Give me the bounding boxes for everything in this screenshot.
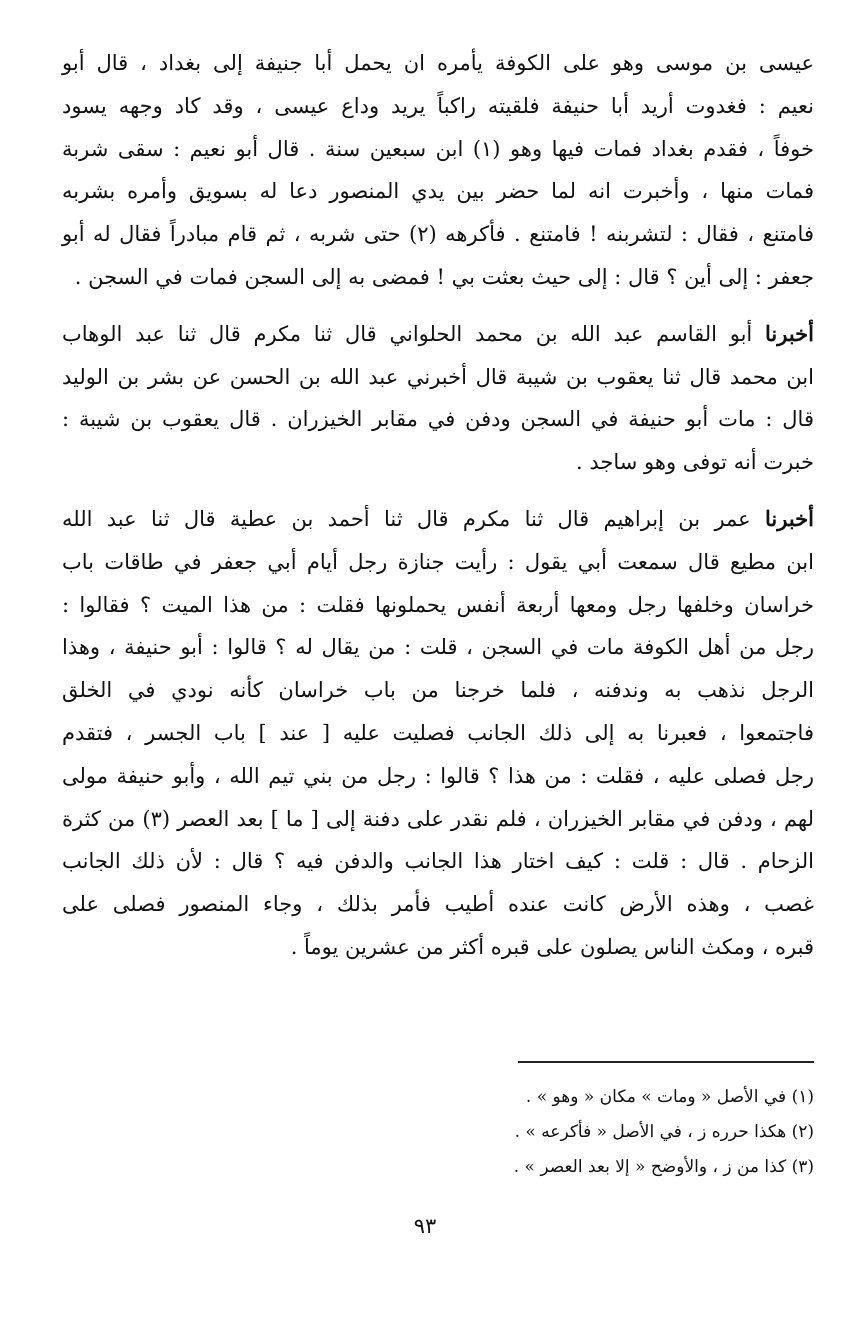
text-line: رجل من أهل الكوفة مات في السجن ، قلت : من يقال له ؟ قالوا : أبو حنيفة ، وهذا — [62, 635, 814, 660]
text-line: رجل فصلى عليه ، فقلت : من هذا ؟ قالوا : رجل من بني تيم الله ، وأبو حنيفة مولى — [62, 763, 814, 788]
footnote: (٣) كذا من ز ، والأوضح « إلا بعد العصر » . — [513, 1157, 814, 1177]
text-line: خبرت أنه توفى وهو ساجد . — [576, 450, 814, 475]
text-line: فامتنع ، فقال : لتشربنه ! فامتنع . فأكرهه (٢) حتى شربه ، ثم قام مبادراً فقال له أبو — [62, 222, 814, 247]
text-line: جعفر : إلى أين ؟ قال : إلى حيث بعثت بي ! فمضى به إلى السجن فمات في السجن . — [74, 264, 814, 289]
text-line: خراسان وخلفها رجل ومعها أربعة أنفس يحملونها فقلت : من هذا الميت ؟ فقالوا : — [62, 592, 814, 617]
page-number: ٩٣ — [413, 1214, 437, 1238]
text-line — [62, 313, 814, 356]
paragraph-gap — [62, 484, 814, 498]
main-text — [62, 42, 814, 969]
text-line: ابن مطيع قال سمعت أبي يقول : رأيت جنازة رجل أيام أبي جعفر في طاقات باب — [62, 549, 814, 574]
text-line: نعيم : فغدوت أريد أبا حنيفة فلقيته راكباً يريد وداع عيسى ، وقد كاد وجهه يسود — [62, 93, 814, 118]
text-line-rest: أبو القاسم عبد الله بن محمد الحلواني قال ثنا مكرم قال ثنا عبد الوهاب — [62, 321, 766, 346]
text-line: قال : مات أبو حنيفة في السجن ودفن في مقابر الخيزران . قال يعقوب بن شيبة : — [62, 407, 814, 432]
paragraph-lead: أخبرنا — [765, 320, 814, 346]
paragraph-lead: أخبرنا — [765, 505, 814, 531]
text-line: ابن محمد قال ثنا يعقوب بن شيبة قال أخبرني عبد الله بن الحسن عن بشر بن الوليد — [62, 364, 814, 389]
paragraph-gap — [62, 299, 814, 313]
text-line: فمات منها ، وأخبرت انه لما حضر بين يدي المنصور دعا له بسويق وأمره بشربه — [62, 179, 814, 204]
footnote: (١) في الأصل « ومات » مكان « وهو » . — [525, 1087, 814, 1107]
text-line-rest: عمر بن إبراهيم قال ثنا مكرم قال ثنا أحمد بن عطية قال ثنا عبد الله — [62, 506, 766, 531]
text-line: خوفاً ، فقدم بغداد فمات فيها وهو (١) ابن سبعين سنة . قال أبو نعيم : سقى شربة — [62, 136, 814, 161]
text-line: فاجتمعوا ، فعبرنا به إلى ذلك الجانب فصليت عليه [ عند ] باب الجسر ، فتقدم — [62, 720, 814, 745]
text-line: الرجل نذهب به وندفنه ، فلما خرجنا من باب خراسان كأنه نودي في الخلق — [62, 678, 814, 703]
paragraph-1 — [62, 42, 814, 299]
paragraph-2 — [62, 313, 814, 484]
text-line: قبره ، ومكث الناس يصلون على قبره أكثر من عشرين يوماً . — [290, 934, 814, 959]
footnote-separator — [518, 1061, 814, 1063]
text-line — [62, 498, 814, 541]
text-line: الزحام . قال : قلت : كيف اختار هذا الجانب والدفن فيه ؟ قال : لأن ذلك الجانب — [62, 849, 814, 874]
footnotes — [300, 1080, 814, 1185]
text-line: غصب ، وهذه الأرض كانت عنده أطيب فأمر بذلك ، وجاء المنصور فصلى على — [62, 892, 814, 917]
text-line: لهم ، ودفن في مقابر الخيزران ، فلم نقدر على دفنة إلى [ ما ] بعد العصر (٣) من كثرة — [62, 806, 815, 831]
text-line: عيسى بن موسى وهو على الكوفة يأمره ان يحمل أبا جنيفة إلى بغداد ، قال أبو — [62, 51, 814, 75]
footnote: (٢) هكذا حرره ز ، في الأصل « فأكرعه » . — [514, 1122, 814, 1142]
paragraph-3 — [62, 498, 814, 969]
